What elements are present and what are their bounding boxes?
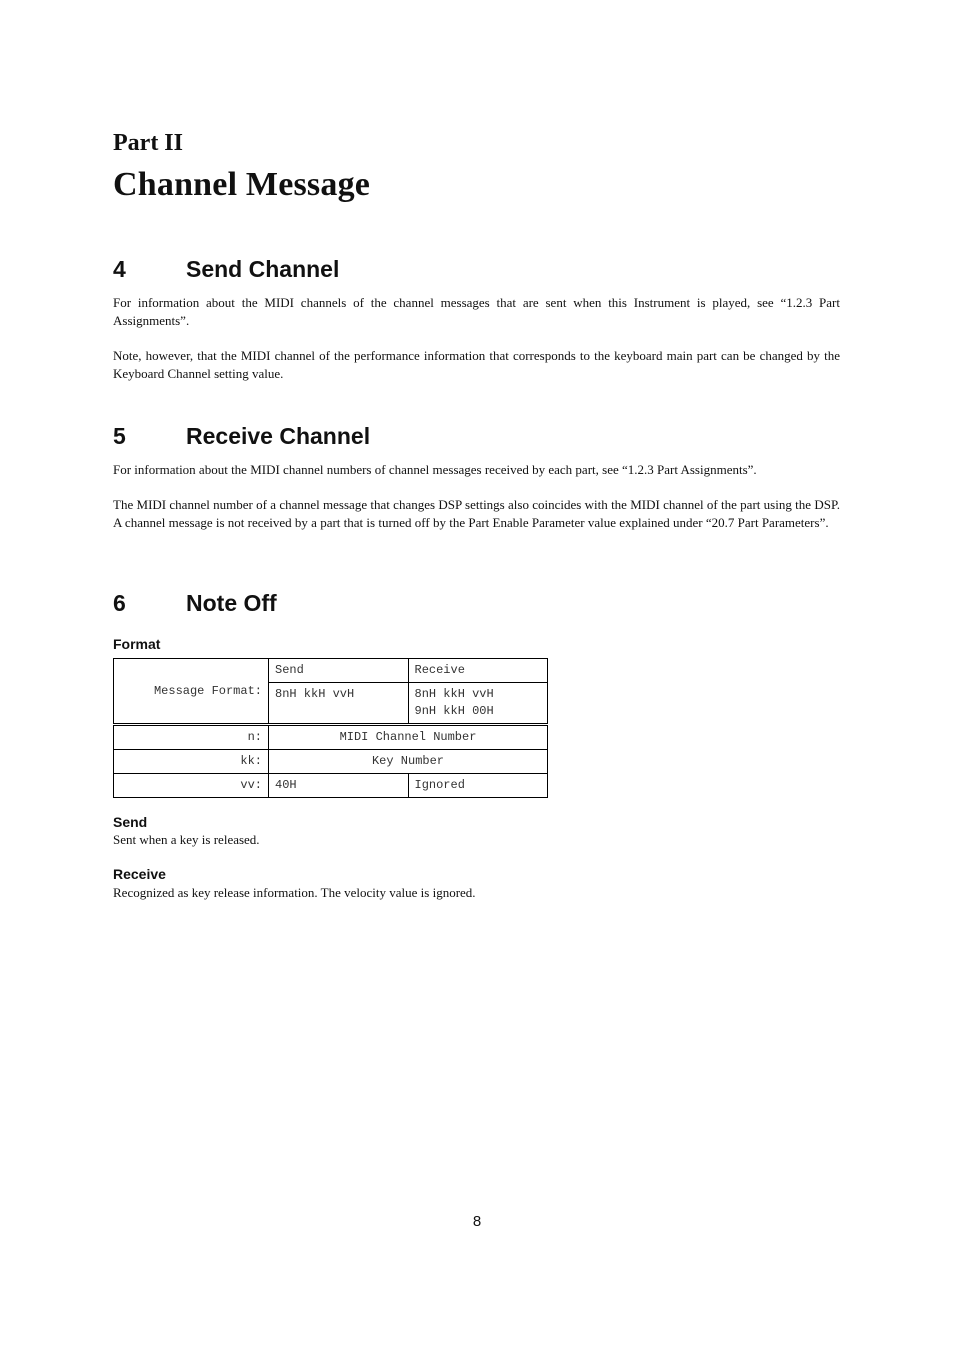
section-number: 4 (113, 256, 126, 282)
message-format-label: Message Format: (114, 659, 269, 724)
part-label: Part II (113, 130, 183, 156)
row-value: Key Number (269, 750, 548, 774)
header-receive: Receive (408, 659, 548, 683)
section-6-heading (113, 590, 277, 617)
message-receive-line-2: 9nH kkH 00H (414, 704, 494, 718)
table-row (114, 750, 548, 774)
section-4-paragraph-2: Note, however, that the MIDI channel of the performance information that corresponds to the keyboard main part can be changed by the Keyboard Channel setting value. (113, 348, 840, 381)
section-4-heading (113, 256, 339, 283)
section-title: Note Off (186, 590, 277, 616)
message-receive-values (408, 683, 548, 724)
row-label: vv: (114, 774, 269, 798)
send-heading: Send (113, 814, 148, 830)
table-row (114, 774, 548, 798)
row-send-value: 40H (269, 774, 409, 798)
section-number: 5 (113, 423, 126, 449)
receive-text: Recognized as key release information. The velocity value is ignored. (113, 885, 476, 900)
section-4-paragraph-1: For information about the MIDI channels of the channel messages that are sent when this Instrument is played, see “1.2.3 Part Assignments”. (113, 295, 840, 328)
header-send: Send (269, 659, 409, 683)
row-receive-value: Ignored (408, 774, 548, 798)
section-5-paragraph-1: For information about the MIDI channel numbers of channel messages received by each part, see “1.2.3 Part Assignments”. (113, 462, 757, 477)
part-title: Channel Message (113, 166, 371, 203)
row-value: MIDI Channel Number (269, 726, 548, 750)
message-format-table (113, 658, 548, 798)
send-text: Sent when a key is released. (113, 832, 260, 847)
row-label: n: (114, 726, 269, 750)
message-send-value: 8nH kkH vvH (269, 683, 409, 724)
table-row (114, 726, 548, 750)
receive-heading: Receive (113, 866, 166, 882)
message-receive-line-1: 8nH kkH vvH (414, 687, 494, 701)
page-number: 8 (472, 1213, 482, 1230)
section-title: Receive Channel (186, 423, 371, 449)
table-row (114, 659, 548, 683)
section-5-paragraph-2: The MIDI channel number of a channel message that changes DSP settings also coincides with the MIDI channel of the part using the DSP. A channel message is not received by a part that is turned off by the Part Enable Parameter value explained under “20.7 Part Parameters”. (113, 497, 840, 530)
section-number: 6 (113, 590, 126, 616)
section-title: Send Channel (186, 256, 340, 282)
section-5-heading (113, 423, 370, 450)
row-label: kk: (114, 750, 269, 774)
format-heading: Format (113, 636, 161, 652)
